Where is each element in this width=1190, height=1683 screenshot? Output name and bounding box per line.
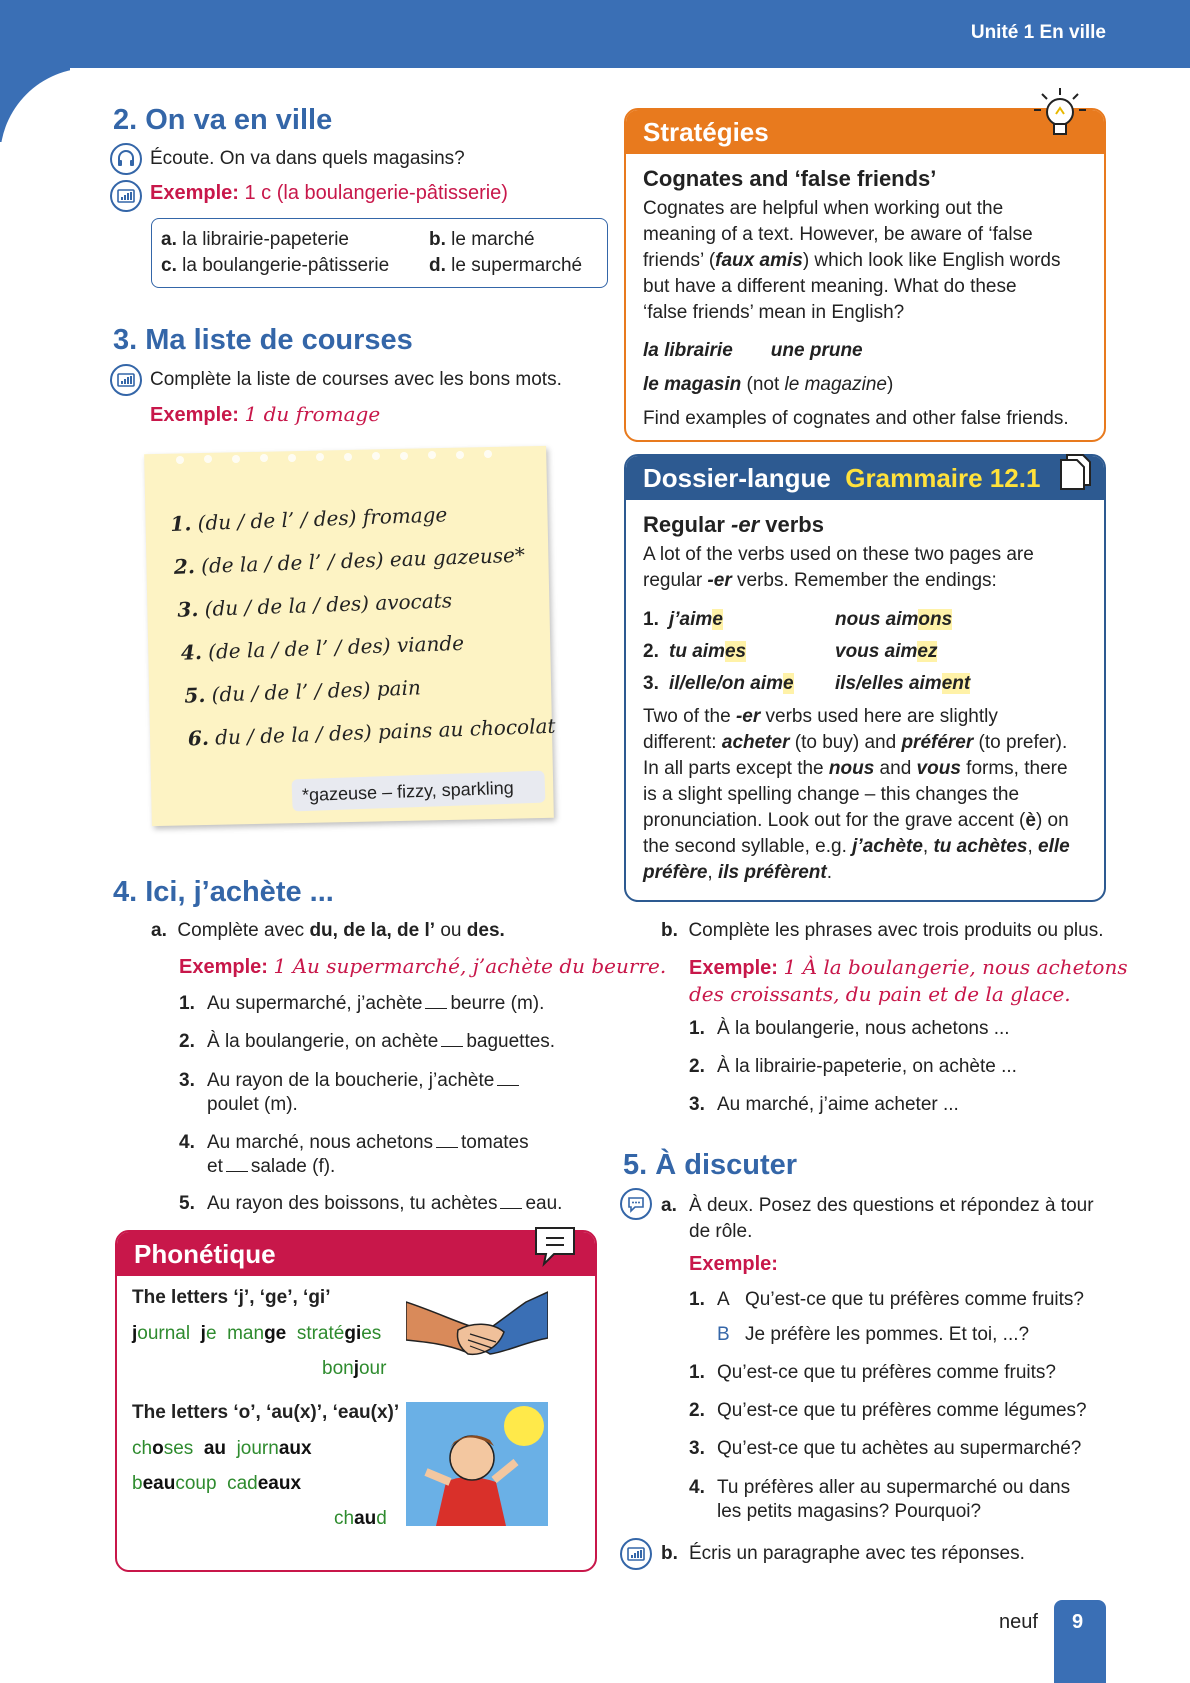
phonetique-title-2: The letters ‘o’, ‘au(x)’, ‘eau(x)’ bbox=[132, 1402, 400, 1423]
exercise-item: 3. Au rayon de la boucherie, j’achète poulet (m). bbox=[179, 1069, 522, 1117]
question-item: 4. Tu préfères aller au supermarché ou dans les petits magasins? Pourquoi? bbox=[689, 1477, 1071, 1522]
conj-row: 3. il/elle/on aime ils/elles aiment bbox=[643, 673, 971, 694]
dossier-subtitle: Regular -er verbs bbox=[643, 512, 824, 537]
example-label: Exemple: bbox=[689, 957, 778, 979]
section-3-title: 3. Ma liste de courses bbox=[113, 324, 413, 356]
footnote: *gazeuse – fizzy, sparkling bbox=[292, 771, 546, 812]
example-text: 1 Au supermarché, j’achète du beurre. bbox=[273, 954, 667, 978]
phonetique-words-1: journal je mange stratégies bbox=[132, 1323, 382, 1344]
list-item: 1. (du / de l’ / des) fromage bbox=[170, 502, 448, 536]
list-item: 6. du / de la / des) pains au chocolat bbox=[187, 713, 556, 751]
exercise-item: 2. À la librairie-papeterie, on achète ... bbox=[689, 1056, 1017, 1077]
example-label: Exemple: bbox=[689, 1253, 778, 1275]
document-icon bbox=[1057, 452, 1093, 490]
option-b: b. le marché bbox=[429, 229, 535, 250]
section-2-title: 2. On va en ville bbox=[113, 104, 333, 136]
exercise-5b-instruction: b. Écris un paragraphe avec tes réponses. bbox=[661, 1543, 1025, 1564]
torn-edge bbox=[150, 446, 546, 474]
handshake-image bbox=[406, 1282, 548, 1378]
list-item: 4. (de la / de l’ / des) viande bbox=[180, 630, 465, 665]
false-friend-word: une prune bbox=[770, 340, 863, 361]
false-friend-word: le magasin bbox=[643, 374, 742, 395]
dialogue-line: B Je préfère les pommes. Et toi, ...? bbox=[717, 1324, 1030, 1345]
reading-icon[interactable] bbox=[110, 364, 142, 396]
question-item: 1. Qu’est-ce que tu préfères comme fruits? bbox=[689, 1362, 1056, 1383]
exercise-4a-instruction: a. Complète avec du, de la, de l’ ou des. bbox=[151, 920, 505, 941]
false-friend-word: la librairie bbox=[643, 340, 733, 361]
lightbulb-icon bbox=[1030, 86, 1090, 146]
example-label: Exemple: bbox=[150, 182, 239, 204]
section-4-title: 4. Ici, j’achète ... bbox=[113, 876, 334, 908]
section-5-title: 5. À discuter bbox=[623, 1149, 798, 1181]
page-number: 9 bbox=[1072, 1611, 1084, 1633]
question-item: 2. Qu’est-ce que tu préfères comme légumes? bbox=[689, 1400, 1087, 1421]
list-item: 3. (du / de la / des) avocats bbox=[176, 588, 453, 622]
example-text: 1 c (la boulangerie-pâtisserie) bbox=[244, 182, 508, 204]
phonetique-word: bonjour bbox=[322, 1358, 387, 1379]
section-2-instruction: Écoute. On va dans quels magasins? bbox=[150, 148, 465, 169]
strategies-subtitle: Cognates and ‘false friends’ bbox=[643, 166, 937, 191]
phonetique-words-3: beaucoup cadeaux bbox=[132, 1473, 302, 1494]
speech-bubble-icon bbox=[532, 1224, 578, 1268]
strategies-paragraph: Cognates are helpful when working out the meaning of a text. However, be aware of ‘false friends’ (faux amis) which look like English words but have a different meaning. What do these ‘false friends’ mean in English? bbox=[643, 198, 1061, 323]
exercise-4b-instruction: b. Complète les phrases avec trois produits ou plus. bbox=[661, 920, 1104, 941]
list-item: 5. (du / de l’ / des) pain bbox=[183, 675, 422, 708]
conj-row: 1. j’aime nous aimons bbox=[643, 609, 953, 630]
dossier-langue-box: Dossier-langue Grammaire 12.1 Regular -er verbs A lot of the verbs used on these two pages are regular -er verbs. Remember the endings: 1. j’aime nous aimons 2. tu aimes vous aimez 3. il/elle/on aime ils/elles aiment Two of the -er verbs used here are slightly different: acheter (to buy) and préférer (to prefer). In all parts except the nous and vous forms, there is a slight spelling change – this changes the pronunciation. Look out for the grave accent (è) on the second syllable, e.g. j’achète, tu achètes, elle préfère, ils préfèrent. bbox=[624, 454, 1106, 902]
strategies-task: Find examples of cognates and other false friends. bbox=[643, 408, 1069, 429]
exercise-item: 3. Au marché, j’aime acheter ... bbox=[689, 1094, 959, 1115]
exercise-5a-instruction: a. À deux. Posez des questions et répondez à tour de rôle. bbox=[661, 1195, 1094, 1242]
exercise-item: 5. Au rayon des boissons, tu achètes eau. bbox=[179, 1193, 563, 1214]
option-d: d. le supermarché bbox=[429, 255, 583, 276]
strategies-heading: Stratégies bbox=[626, 110, 1104, 154]
example-label: Exemple: bbox=[150, 404, 239, 426]
strategies-box: Stratégies Cognates and ‘false friends’ Cognates are helpful when working out the meaning of a text. However, be aware of ‘false friends’ (faux amis) which look like English words but have a different meaning. What do these ‘false friends’ mean in English? la librairie une prune le magasin (not le magazine) Find examples of cognates and other false friends. bbox=[624, 108, 1106, 442]
reading-icon[interactable] bbox=[110, 180, 142, 212]
dialogue-line: 1. A Qu’est-ce que tu préfères comme fruits? bbox=[689, 1289, 1084, 1310]
phonetique-heading: Phonétique bbox=[117, 1232, 595, 1276]
example-text: 1 du fromage bbox=[244, 402, 381, 426]
phonetique-words-2: choses au journaux bbox=[132, 1438, 312, 1459]
phonetique-word: chaud bbox=[334, 1508, 387, 1529]
option-a: a. la librairie-papeterie bbox=[161, 229, 350, 250]
section-3-instruction: Complète la liste de courses avec les bons mots. bbox=[150, 369, 562, 390]
exercise-item: 4. Au marché, nous achetons tomates et salade (f). bbox=[179, 1132, 529, 1177]
unit-title: Unité 1 En ville bbox=[970, 22, 1106, 43]
phonetique-title-1: The letters ‘j’, ‘ge’, ‘gi’ bbox=[132, 1287, 331, 1308]
option-c: c. la boulangerie-pâtisserie bbox=[161, 255, 390, 276]
dossier-paragraph: Two of the -er verbs used here are slightly different: acheter (to buy) and préférer (to prefer). In all parts except the nous and vous forms, there is a slight spelling change – this changes the pronunciation. Look out for the grave accent (è) on the second syllable, e.g. j’achète, tu achètes, elle préfère, ils préfèrent. bbox=[643, 706, 1070, 883]
page-word: neuf bbox=[999, 1611, 1038, 1633]
exercise-item: 1. Au supermarché, j’achète beurre (m). bbox=[179, 993, 545, 1014]
speaking-icon[interactable] bbox=[620, 1188, 652, 1220]
exercise-item: 1. À la boulangerie, nous achetons ... bbox=[689, 1018, 1010, 1039]
list-item: 2. (de la / de l’ / des) eau gazeuse* bbox=[173, 542, 526, 579]
headphones-icon[interactable] bbox=[110, 143, 142, 175]
example-label: Exemple: bbox=[179, 956, 268, 978]
exercise-item: 2. À la boulangerie, on achète baguettes. bbox=[179, 1031, 556, 1052]
question-item: 3. Qu’est-ce que tu achètes au supermarché? bbox=[689, 1438, 1082, 1459]
writing-icon[interactable] bbox=[620, 1538, 652, 1570]
hot-boy-image bbox=[406, 1402, 548, 1526]
conj-row: 2. tu aimes vous aimez bbox=[643, 641, 938, 662]
dossier-heading: Dossier-langue Grammaire 12.1 bbox=[626, 456, 1104, 500]
conjugation-table bbox=[643, 604, 1087, 700]
